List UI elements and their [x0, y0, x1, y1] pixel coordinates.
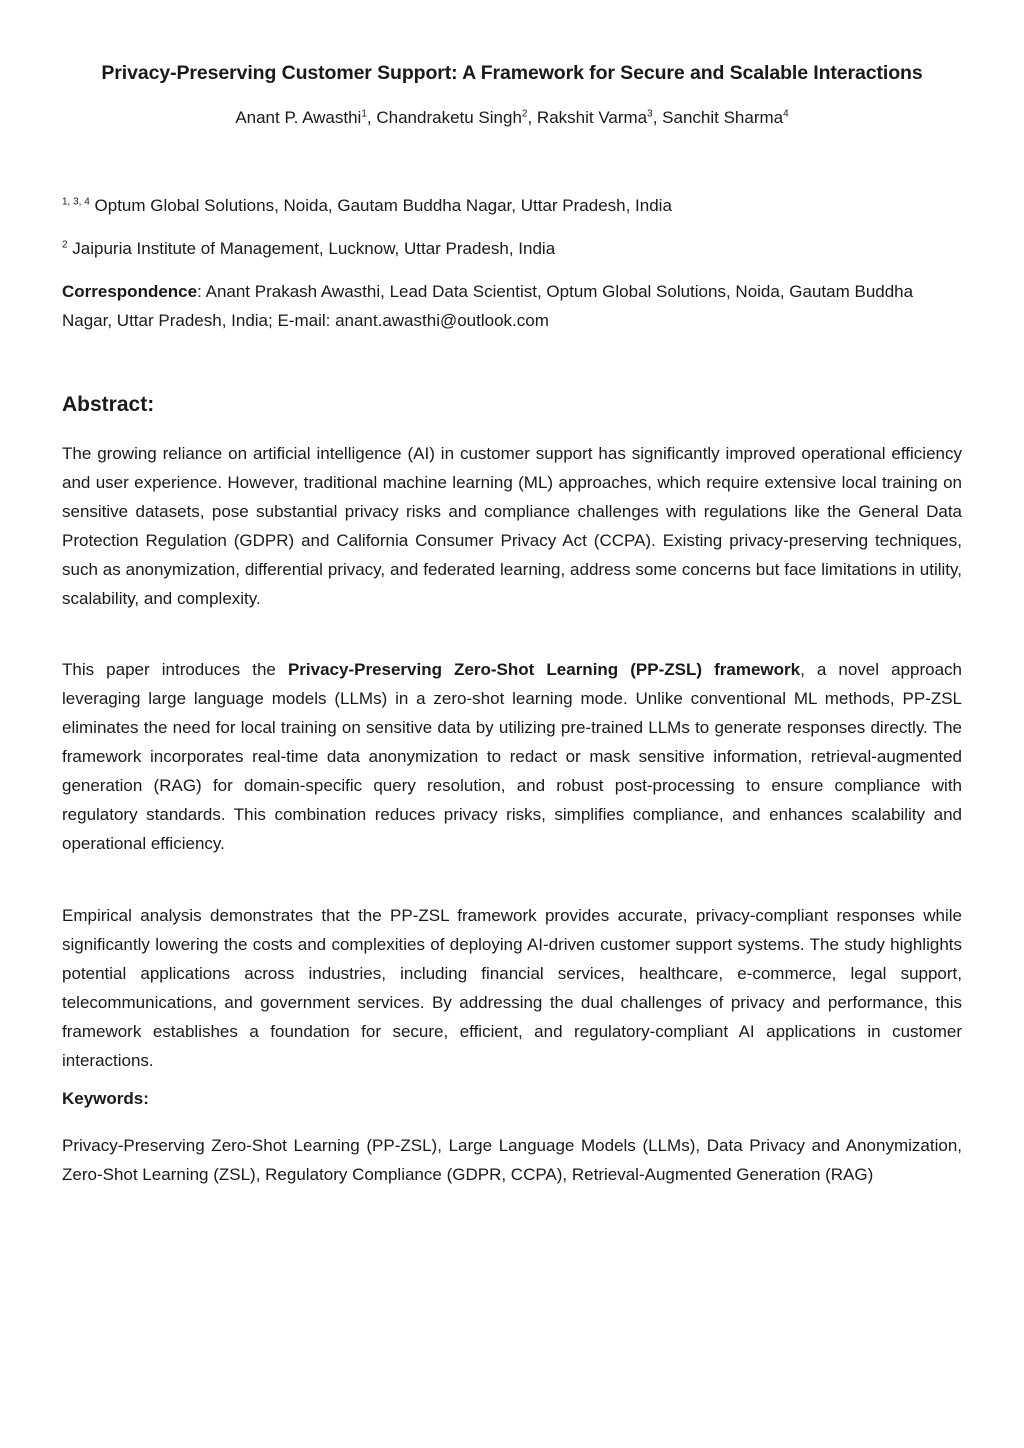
author-affiliation-mark: 4	[783, 108, 789, 120]
author-name: Rakshit Varma	[536, 108, 648, 127]
abstract-heading	[62, 393, 154, 417]
author-name: Anant P. Awasthi	[235, 108, 362, 127]
affiliation-mark: 2	[62, 239, 68, 251]
abstract-p2-prefix: This paper introduces the	[62, 660, 288, 679]
paper-title: Privacy-Preserving Customer Support: A Framework for Secure and Scalable Interactions	[101, 62, 923, 84]
author-name: Sanchit Sharma	[662, 108, 784, 127]
keywords-text: Privacy-Preserving Zero-Shot Learning (PP-ZSL), Large Language Models (LLMs), Data Privacy and Anonymization, Zero-Shot Learning (ZSL), Regulatory Compliance (GDPR, CCPA), Retrieval-Augmented Generation (RAG)	[62, 1136, 962, 1184]
abstract-p2-framework-name: Privacy-Preserving Zero-Shot Learning (PP-ZSL) framework	[287, 660, 801, 679]
affiliation	[62, 234, 962, 263]
abstract-heading-label: Abstract	[62, 393, 148, 416]
correspondence-text: : Anant Prakash Awasthi, Lead Data Scientist, Optum Global Solutions, Noida, Gautam Buddha Nagar, Uttar Pradesh, India; E-mail: anant.awasthi@outlook.com	[62, 282, 914, 330]
abstract-p2-rest: , a novel approach leveraging large language models (LLMs) in a zero-shot learning mode. Unlike conventional ML methods, PP-ZSL eliminates the need for local training on sensitive data by utilizing pre-trained LLMs to generate responses directly. The framework incorporates real-time data anonymization to redact or mask sensitive information, retrieval-augmented generation (RAG) for domain-specific query resolution, and robust post-processing to ensure compliance with regulatory standards. This combination reduces privacy risks, simplifies compliance, and enhances scalability and operational efficiency.	[62, 660, 962, 853]
affiliation-text: Jaipuria Institute of Management, Lucknow, Uttar Pradesh, India	[67, 239, 556, 258]
author-list	[62, 108, 962, 128]
abstract-heading-colon: :	[147, 393, 155, 416]
author-affiliation-mark: 3	[647, 108, 653, 120]
keywords-heading: Keywords:	[62, 1089, 149, 1108]
abstract-paragraph-3: Empirical analysis demonstrates that the PP-ZSL framework provides accurate, privacy-compliant responses while significantly lowering the costs and complexities of deploying AI-driven customer support systems. The study highlights potential applications across industries, including financial services, healthcare, e-commerce, legal support, telecommunications, and government services. By addressing the dual challenges of privacy and performance, this framework establishes a foundation for secure, efficient, and regulatory-compliant AI applications in customer interactions.	[62, 906, 962, 1070]
affiliation	[62, 191, 962, 220]
affiliation-mark: 1, 3, 4	[62, 196, 90, 208]
author-affiliation-mark: 2	[521, 108, 528, 120]
author-separator: ,	[366, 108, 377, 127]
author-separator: ,	[527, 108, 537, 127]
abstract-paragraph-2	[62, 655, 962, 858]
correspondence	[62, 277, 962, 335]
abstract-paragraph-1: The growing reliance on artificial intelligence (AI) in customer support has significantly improved operational efficiency and user experience. However, traditional machine learning (ML) approaches, which require extensive local training on sensitive datasets, pose substantial privacy risks and compliance challenges with regulations like the General Data Protection Regulation (GDPR) and California Consumer Privacy Act (CCPA). Existing privacy-preserving techniques, such as anonymization, differential privacy, and federated learning, address some concerns but face limitations in utility, scalability, and complexity.	[62, 444, 962, 608]
author-affiliation-mark: 1	[361, 108, 367, 120]
affiliation-text: Optum Global Solutions, Noida, Gautam Buddha Nagar, Uttar Pradesh, India	[89, 196, 672, 215]
correspondence-label: Correspondence	[62, 282, 198, 301]
author-separator: ,	[652, 108, 663, 127]
author-name: Chandraketu Singh	[376, 108, 522, 127]
